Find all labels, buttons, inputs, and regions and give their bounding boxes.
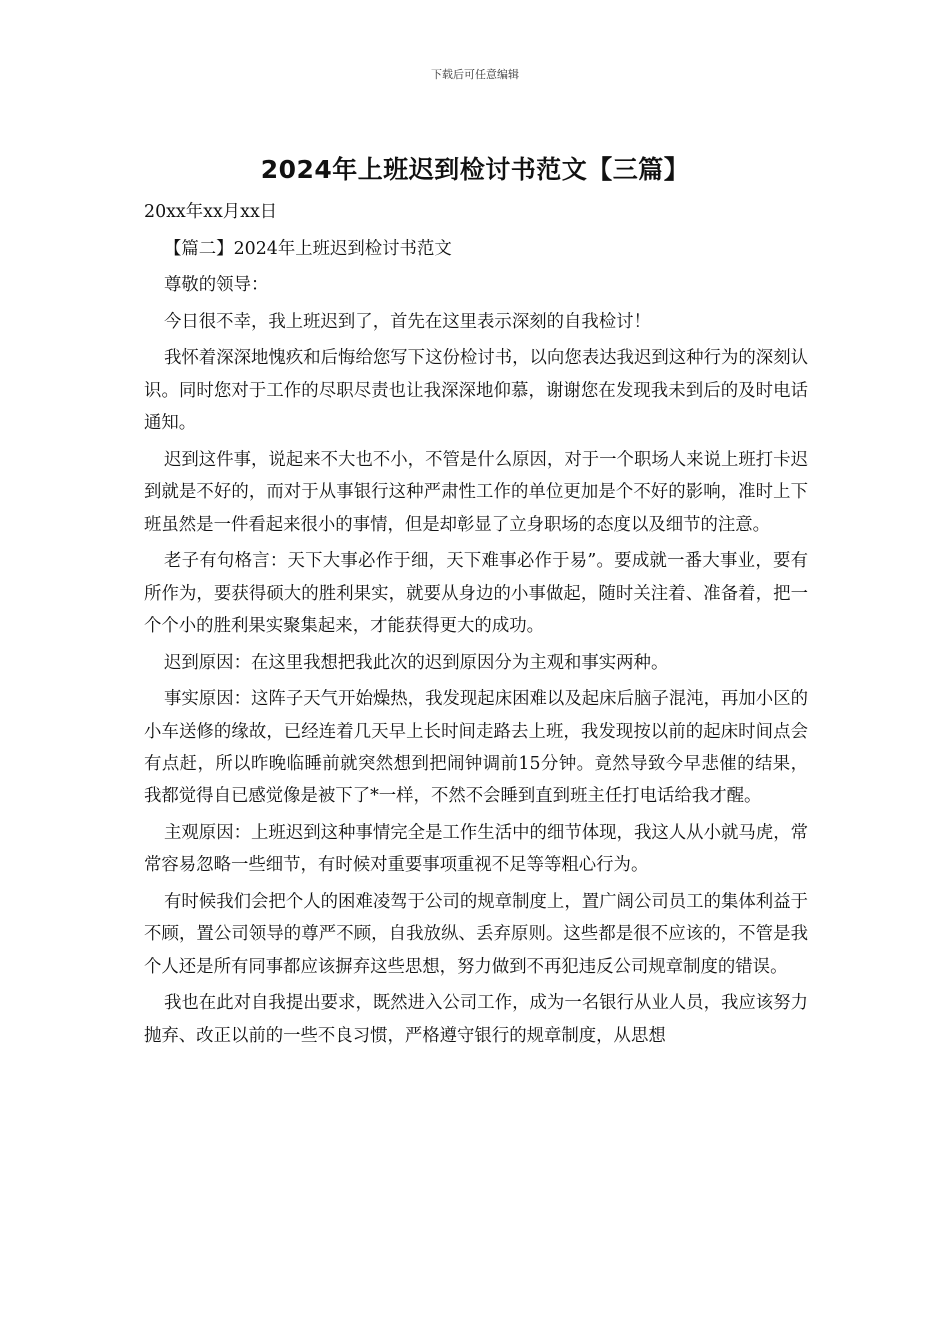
paragraph: 尊敬的领导： xyxy=(164,275,269,296)
paragraph: 老子有句格言：天下大事必作于细，天下难事必作于易”。要成就一番大事业，要有所作为，要获得硕大的胜利果实，就要从身边的小事做起，随时关注着、准备着，把一个个小的胜利果实聚集起来，才能获得更大的成功。 xyxy=(144,551,808,636)
paragraph: 我也在此对自我提出要求，既然进入公司工作，成为一名银行从业人员，我应该努力抛弃、改正以前的一些不良习惯，严格遵守银行的规章制度，从思想 xyxy=(144,993,808,1046)
paragraph: 迟到原因：在这里我想把我此次的迟到原因分为主观和事实两种。 xyxy=(164,652,669,673)
paragraph: 今日很不幸，我上班迟到了，首先在这里表示深刻的自我检讨！ xyxy=(164,311,651,332)
document-body xyxy=(144,196,808,1056)
paragraph: 事实原因：这阵子天气开始燥热，我发现起床困难以及起床后脑子混沌，再加小区的小车送修的缘故，已经连着几天早上长时间走路去上班，我发现按以前的起床时间点会有点赶，所以昨晚临睡前就突然想到把闹钟调前15分钟。竟然导致今早悲催的结果，我都觉得自已感觉像是被下了*一样，不然不会睡到直到班主任打电话给我才醒。 xyxy=(144,689,808,807)
paragraph: 【篇二】2024年上班迟到检讨书范文 xyxy=(164,238,452,259)
paragraph: 迟到这件事，说起来不大也不小，不管是什么原因，对于一个职场人来说上班打卡迟到就是不好的，而对于从事银行这种严肃性工作的单位更加是个不好的影响，准时上下班虽然是一件看起来很小的事情，但是却彰显了立身职场的态度以及细节的注意。 xyxy=(144,449,808,535)
document-title: 2024年上班迟到检讨书范文【三篇】 xyxy=(260,155,690,184)
paragraph: 主观原因：上班迟到这种事情完全是工作生活中的细节体现，我这人从小就马虎，常常容易忽略一些细节，有时候对重要事项重视不足等等粗心行为。 xyxy=(144,823,808,876)
header-note: 下载后可任意编辑 xyxy=(431,68,519,81)
paragraph: 我怀着深深地愧疚和后悔给您写下这份检讨书，以向您表达我迟到这种行为的深刻认识。同时您对于工作的尽职尽责也让我深深地仰慕，谢谢您在发现我未到后的及时电话通知。 xyxy=(144,348,808,434)
paragraph: 有时候我们会把个人的困难凌驾于公司的规章制度上，置广阔公司员工的集体利益于不顾，置公司领导的尊严不顾，自我放纵、丢弃原则。这些都是很不应该的，不管是我个人还是所有同事都应该摒弃这些思想，努力做到不再犯违反公司规章制度的错误。 xyxy=(144,892,808,977)
document-date: 20xx年xx月xx日 xyxy=(144,202,278,222)
